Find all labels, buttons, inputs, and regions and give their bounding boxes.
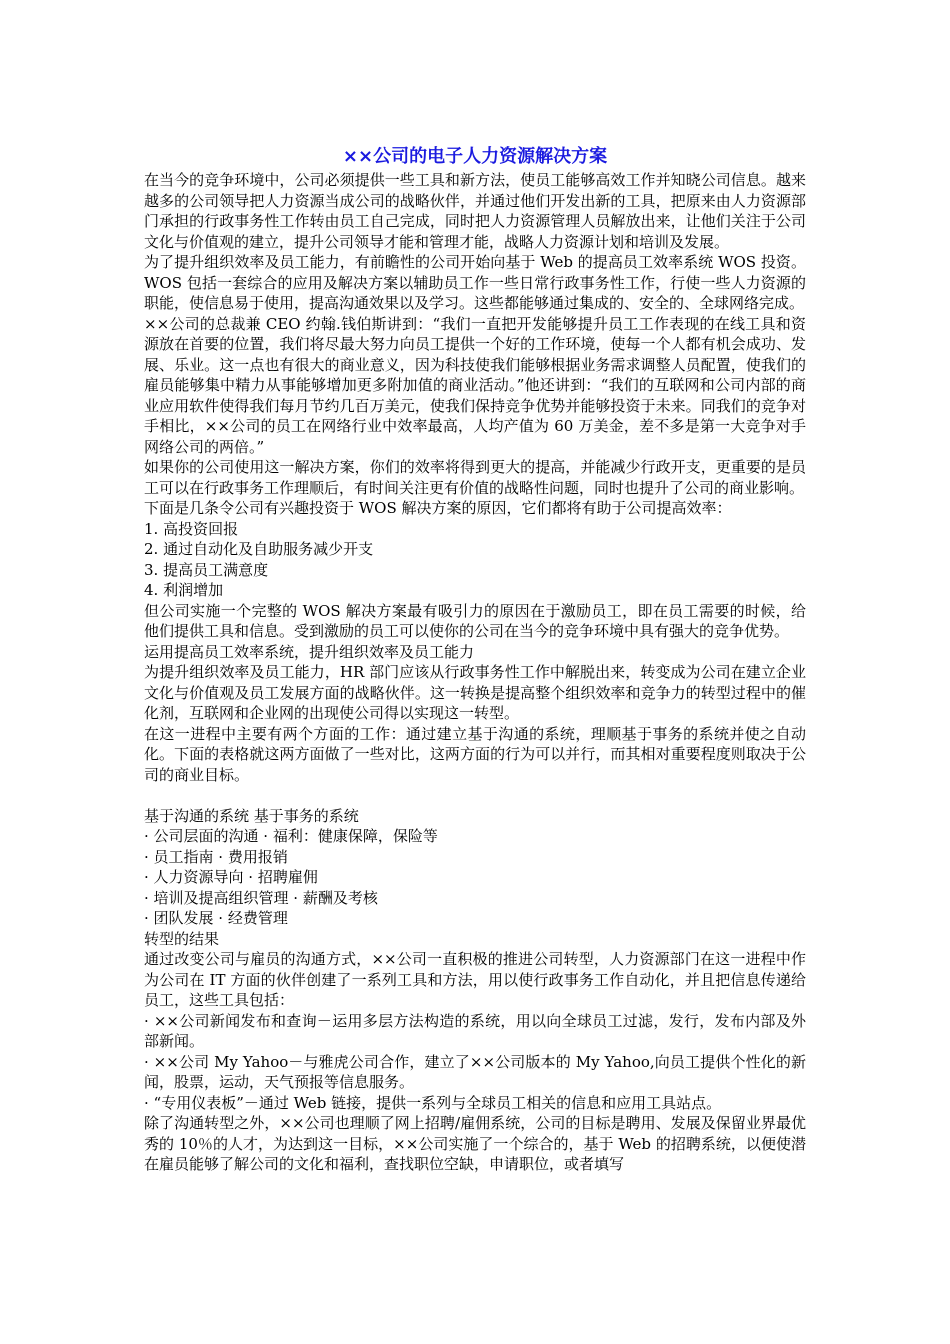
list-item: 3. 提高员工满意度 [144, 560, 269, 579]
table-row: · 员工指南 · 费用报销 [144, 847, 288, 866]
table-header-row: 基于沟通的系统 基于事务的系统 [144, 806, 359, 825]
paragraph: 下面是几条令公司有兴趣投资于 WOS 解决方案的原因，它们都将有助于公司提高效率： [144, 499, 732, 517]
section-heading: 运用提高员工效率系统，提升组织效率及员工能力 [144, 642, 475, 661]
paragraph: 但公司实施一个完整的 WOS 解决方案最有吸引力的原因在于激励员工，即在员工需要的时候，给他们提供工具和信息。受到激励的员工可以使你的公司在当今的竞争环境中具有强大的竞争优势。 [144, 601, 806, 640]
paragraph: 为了提升组织效率及员工能力，有前瞻性的公司开始向基于 Web 的提高员工效率系统 WOS 投资。WOS 包括一套综合的应用及解决方案以辅助员工作一些日常行政事务性工作，行使一些人力资源的职能，使信息易于使用，提高沟通效果以及学习。这些都能够通过集成的、安全的、全球网络完成。 [144, 253, 806, 312]
bullet-item: · ××公司新闻发布和查询－运用多层方法构造的系统，用以向全球员工过滤，发行，发布内部及外部新闻。 [144, 1011, 806, 1050]
bullet-item: · “专用仪表板”－通过 Web 链接，提供一系列与全球员工相关的信息和应用工具站点。 [144, 1093, 722, 1112]
document-page [144, 144, 806, 1175]
paragraph: 通过改变公司与雇员的沟通方式，××公司一直积极的推进公司转型，人力资源部门在这一进程中作为公司在 IT 方面的伙伴创建了一系列工具和方法，用以使行政事务工作自动化，并且把信息传递给员工，这些工具包括： [144, 950, 806, 1009]
list-item: 2. 通过自动化及自助服务减少开支 [144, 540, 374, 558]
list-item: 4. 利润增加 [144, 581, 224, 599]
document-title: ××公司的电子人力资源解决方案 [342, 146, 608, 167]
bullet-item: · ××公司 My Yahoo－与雅虎公司合作，建立了××公司版本的 My Yahoo,向员工提供个性化的新闻，股票，运动，天气预报等信息服务。 [144, 1052, 806, 1091]
table-row: · 培训及提高组织管理 · 薪酬及考核 [144, 888, 378, 907]
table-row: · 人力资源导向 · 招聘雇佣 [144, 868, 318, 886]
paragraph: 为提升组织效率及员工能力，HR 部门应该从行政事务性工作中解脱出来，转变成为公司在建立企业文化与价值观及员工发展方面的战略伙伴。这一转换是提高整个组织效率和竞争力的转型过程中的催化剂，互联网和企业网的出现使公司得以实现这一转型。 [144, 663, 806, 722]
section-heading: 转型的结果 [144, 929, 220, 948]
list-item: 1. 高投资回报 [144, 519, 239, 538]
paragraph: 除了沟通转型之外，××公司也理顺了网上招聘/雇佣系统，公司的目标是聘用、发展及保留业界最优秀的 10％的人才，为达到这一目标，××公司实施了一个综合的，基于 Web 的招聘系统，以便使潜在雇员能够了解公司的文化和福利，查找职位空缺，申请职位，或者填写 [144, 1114, 806, 1173]
blank-line [144, 785, 806, 806]
paragraph: 在当今的竞争环境中，公司必须提供一些工具和新方法，使员工能够高效工作并知晓公司信息。越来越多的公司领导把人力资源当成公司的战略伙伴，并通过他们开发出新的工具，把原来由人力资源部门承担的行政事务性工作转由员工自己完成，同时把人力资源管理人员解放出来，让他们关注于公司文化与价值观的建立，提升公司领导才能和管理才能，战略人力资源计划和培训及发展。 [144, 171, 806, 251]
paragraph: ××公司的总裁兼 CEO 约翰.钱伯斯讲到：“我们一直把开发能够提升员工工作表现的在线工具和资源放在首要的位置，我们将尽最大努力向员工提供一个好的工作环境，使每一个人都有机会成功、发展、乐业。这一点也有很大的商业意义，因为科技使我们能够根据业务需求调整人员配置，使我们的雇员能够集中精力从事能够增加更多附加值的商业活动。”他还讲到：“我们的互联网和公司内部的商业应用软件使得我们每月节约几百万美元，使我们保持竞争优势并能够投资于未来。同我们的竞争对手相比，××公司的员工在网络行业中效率最高，人均产值为 60 万美金，差不多是第一大竞争对手网络公司的两倍。” [144, 314, 806, 456]
table-row: · 公司层面的沟通 · 福利：健康保障，保险等 [144, 827, 438, 845]
paragraph: 如果你的公司使用这一解决方案，你们的效率将得到更大的提高，并能减少行政开支，更重要的是员工可以在行政事务工作理顺后，有时间关注更有价值的战略性问题，同时也提升了公司的商业影响。 [144, 458, 806, 497]
body-section-a [144, 170, 806, 785]
paragraph: 在这一进程中主要有两个方面的工作：通过建立基于沟通的系统，理顺基于事务的系统并使之自动化。下面的表格就这两方面做了一些对比，这两方面的行为可以并行，而其相对重要程度则取决于公司的商业目标。 [144, 724, 806, 784]
body-section-b [144, 806, 806, 1175]
table-row: · 团队发展 · 经费管理 [144, 909, 288, 927]
